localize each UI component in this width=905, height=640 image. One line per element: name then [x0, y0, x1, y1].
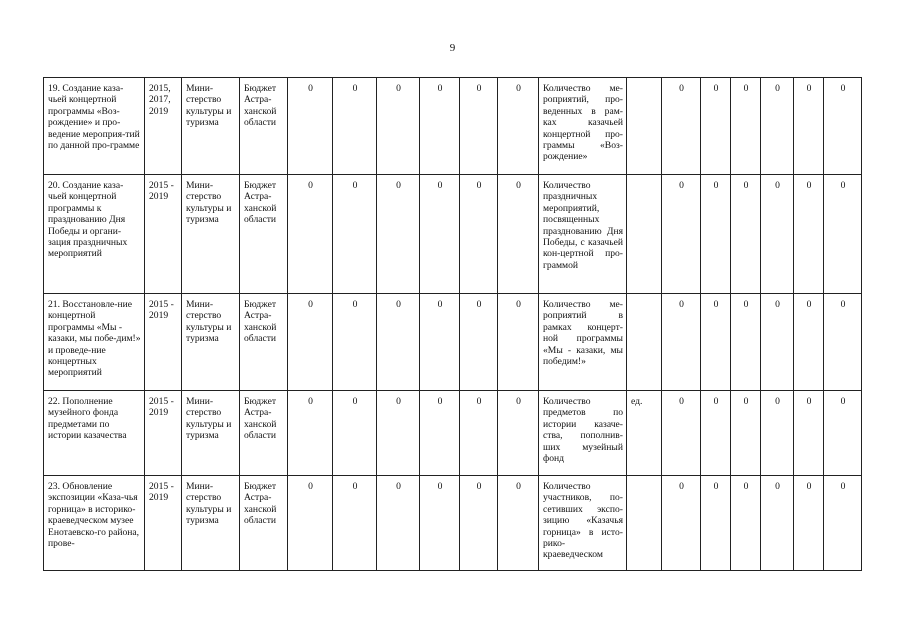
target-value-cell: 0 [824, 78, 862, 175]
funding-value-cell: 0 [333, 294, 377, 391]
executor-cell: Мини-стерство культуры и туризма [182, 175, 240, 294]
target-value-cell: 0 [794, 391, 824, 476]
funding-source-cell: Бюджет Астра-ханской области [240, 175, 288, 294]
funding-value-cell: 0 [288, 175, 333, 294]
funding-value-cell: 0 [377, 78, 420, 175]
funding-value-cell: 0 [498, 391, 539, 476]
activity-name-cell: 19. Создание каза-чьей концертной программы «Воз-рождение» и про-ведение мероприя-тий по данной про-грамме [44, 78, 145, 175]
funding-value-cell: 0 [498, 175, 539, 294]
table-row [44, 78, 862, 175]
funding-value-cell: 0 [288, 294, 333, 391]
executor-cell: Мини-стерство культуры и туризма [182, 294, 240, 391]
years-cell: 2015, 2017, 2019 [145, 78, 182, 175]
target-value-cell: 0 [731, 476, 761, 571]
funding-value-cell: 0 [460, 78, 498, 175]
years-cell: 2015 - 2019 [145, 476, 182, 571]
funding-value-cell: 0 [420, 391, 460, 476]
activity-name-cell: 20. Создание каза-чьей концертной программы к празднованию Дня Победы и органи-зация праздничных мероприятий [44, 175, 145, 294]
funding-value-cell: 0 [288, 391, 333, 476]
funding-value-cell: 0 [460, 294, 498, 391]
target-value-cell: 0 [701, 476, 731, 571]
funding-value-cell: 0 [333, 175, 377, 294]
table-row [44, 476, 862, 571]
target-value-cell: 0 [761, 476, 794, 571]
activity-name-cell: 21. Восстановле-ние концертной программы «Мы - казаки, мы побе-дим!» и проведе-ние концертных мероприятий [44, 294, 145, 391]
funding-source-cell: Бюджет Астра-ханской области [240, 294, 288, 391]
target-value-cell: 0 [662, 476, 701, 571]
executor-cell: Мини-стерство культуры и туризма [182, 78, 240, 175]
target-value-cell: 0 [794, 476, 824, 571]
target-value-cell: 0 [794, 294, 824, 391]
target-value-cell: 0 [824, 476, 862, 571]
funding-value-cell: 0 [377, 294, 420, 391]
page-number: 9 [449, 42, 456, 54]
target-value-cell: 0 [731, 391, 761, 476]
target-value-cell: 0 [662, 78, 701, 175]
funding-value-cell: 0 [377, 476, 420, 571]
table-row [44, 391, 862, 476]
target-value-cell: 0 [761, 175, 794, 294]
funding-value-cell: 0 [498, 78, 539, 175]
target-value-cell: 0 [662, 294, 701, 391]
funding-value-cell: 0 [460, 175, 498, 294]
unit-cell [627, 476, 662, 571]
indicator-cell: Количество участников, по-сетивших экспо-зицию «Казачья горница» в исто-рико-краеведческом [539, 476, 627, 571]
executor-cell: Мини-стерство культуры и туризма [182, 391, 240, 476]
target-value-cell: 0 [731, 78, 761, 175]
activity-name-cell: 23. Обновление экспозиции «Каза-чья горница» в историко-краеведческом музее Енотаевско-го района, прове- [44, 476, 145, 571]
executor-cell: Мини-стерство культуры и туризма [182, 476, 240, 571]
years-cell: 2015 - 2019 [145, 294, 182, 391]
target-value-cell: 0 [824, 294, 862, 391]
funding-value-cell: 0 [333, 476, 377, 571]
indicator-cell: Количество предметов по истории казаче-ства, пополнив-ших музейный фонд [539, 391, 627, 476]
target-value-cell: 0 [761, 294, 794, 391]
funding-value-cell: 0 [288, 476, 333, 571]
target-value-cell: 0 [761, 78, 794, 175]
target-value-cell: 0 [662, 175, 701, 294]
funding-value-cell: 0 [420, 175, 460, 294]
target-value-cell: 0 [701, 175, 731, 294]
funding-value-cell: 0 [420, 476, 460, 571]
target-value-cell: 0 [731, 294, 761, 391]
target-value-cell: 0 [701, 78, 731, 175]
target-value-cell: 0 [761, 391, 794, 476]
program-table [43, 77, 862, 571]
target-value-cell: 0 [701, 294, 731, 391]
funding-value-cell: 0 [460, 476, 498, 571]
funding-value-cell: 0 [333, 391, 377, 476]
funding-value-cell: 0 [288, 78, 333, 175]
funding-value-cell: 0 [460, 391, 498, 476]
unit-cell [627, 175, 662, 294]
target-value-cell: 0 [794, 78, 824, 175]
funding-value-cell: 0 [420, 294, 460, 391]
years-cell: 2015 - 2019 [145, 391, 182, 476]
funding-value-cell: 0 [377, 175, 420, 294]
years-cell: 2015 - 2019 [145, 175, 182, 294]
unit-cell [627, 294, 662, 391]
target-value-cell: 0 [824, 391, 862, 476]
activity-name-cell: 22. Пополнение музейного фонда предметами по истории казачества [44, 391, 145, 476]
table-row [44, 175, 862, 294]
funding-value-cell: 0 [333, 78, 377, 175]
funding-source-cell: Бюджет Астра-ханской области [240, 78, 288, 175]
funding-value-cell: 0 [377, 391, 420, 476]
target-value-cell: 0 [824, 175, 862, 294]
indicator-cell: Количество ме-роприятий, про-веденных в рам-ках казачьей концертной про-граммы «Воз-рождение» [539, 78, 627, 175]
target-value-cell: 0 [794, 175, 824, 294]
funding-source-cell: Бюджет Астра-ханской области [240, 476, 288, 571]
target-value-cell: 0 [701, 391, 731, 476]
target-value-cell: 0 [662, 391, 701, 476]
funding-value-cell: 0 [498, 476, 539, 571]
table-row [44, 294, 862, 391]
funding-value-cell: 0 [498, 294, 539, 391]
unit-cell [627, 78, 662, 175]
funding-source-cell: Бюджет Астра-ханской области [240, 391, 288, 476]
unit-cell: ед. [627, 391, 662, 476]
indicator-cell: Количество праздничных мероприятий, посвященных празднованию Дня Победы, с казачьей кон-цертной про-граммой [539, 175, 627, 294]
funding-value-cell: 0 [420, 78, 460, 175]
indicator-cell: Количество ме-роприятий в рамках концерт-ной программы «Мы - казаки, мы победим!» [539, 294, 627, 391]
target-value-cell: 0 [731, 175, 761, 294]
